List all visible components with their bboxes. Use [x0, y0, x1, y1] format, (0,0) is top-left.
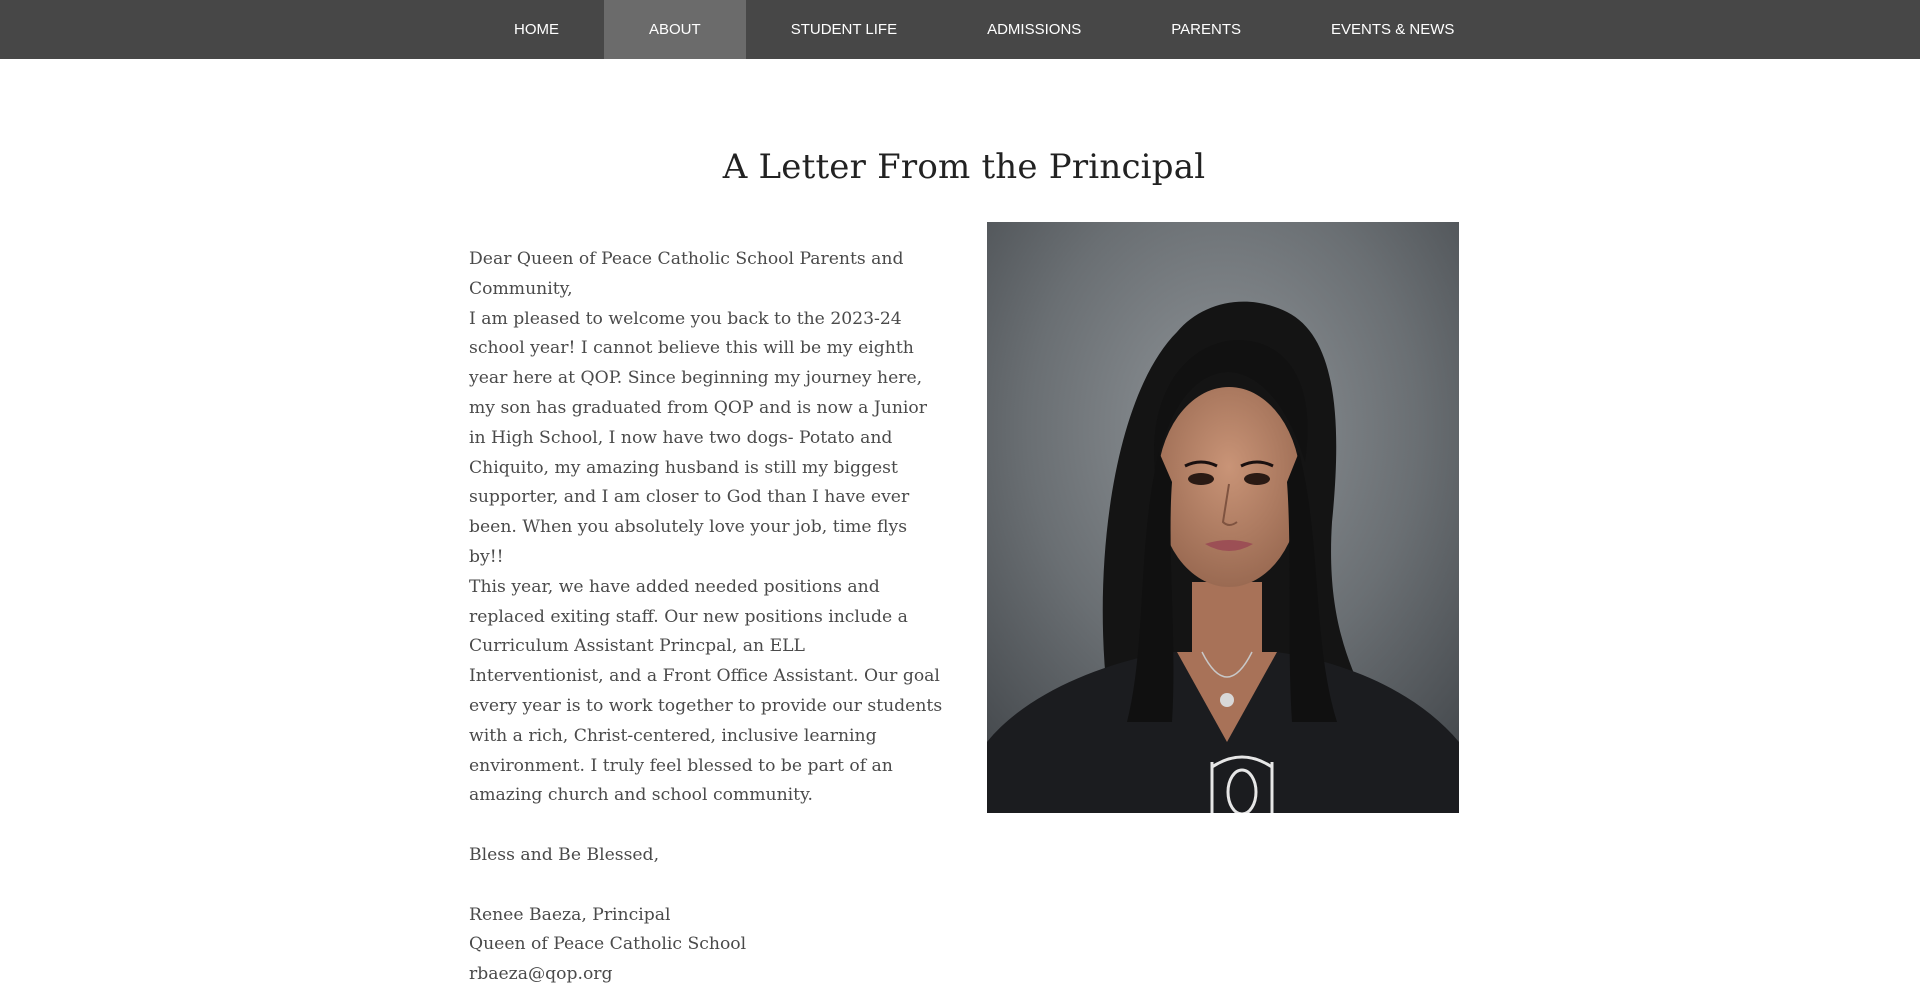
letter-closing: Bless and Be Blessed, [469, 844, 660, 865]
page-title: A Letter From the Principal [722, 147, 1206, 187]
portrait-illustration [987, 222, 1459, 813]
nav-item-about[interactable]: ABOUT [604, 0, 746, 59]
principal-portrait-photo [987, 222, 1459, 813]
principal-letter [469, 245, 944, 990]
nav-item-parents[interactable]: PARENTS [1171, 21, 1242, 38]
nav-item-admissions[interactable]: ADMISSIONS [987, 21, 1082, 38]
nav-item-home[interactable]: HOME [514, 21, 559, 38]
nav-item-student-life[interactable]: STUDENT LIFE [790, 21, 898, 38]
letter-paragraph: I am pleased to welcome you back to the 2023-24 school year! I cannot believe this will be my eighth year here at QOP. Since beginning my journey here, my son has graduated from QOP and is now a Junior in High School, I now have two dogs- Potato and Chiquito, my amazing husband is still my biggest supporter, and I am closer to God than I have ever been. When you absolutely love your job, time flys by!! [469, 308, 927, 567]
nav-menu [469, 0, 1499, 59]
spacer [469, 811, 944, 841]
top-navigation-bar [0, 0, 1920, 59]
signature-school: Queen of Peace Catholic School [469, 934, 747, 955]
signature-name: Renee Baeza, Principal [469, 904, 671, 925]
letter-paragraph: This year, we have added needed positions and replaced exiting staff. Our new positions include a Curriculum Assistant Princpal, an ELL Interventionist, and a Front Office Assistant. Our goal every year is to work together to provide our students with a rich, Christ-centered, inclusive learning environment. I truly feel blessed to be part of an amazing church and school community. [469, 576, 943, 806]
signature-email: rbaeza@qop.org [469, 964, 613, 985]
nav-item-events-news[interactable]: EVENTS & NEWS [1331, 21, 1455, 38]
letter-greeting: Dear Queen of Peace Catholic School Parents and Community, [469, 249, 904, 299]
spacer [469, 871, 944, 901]
